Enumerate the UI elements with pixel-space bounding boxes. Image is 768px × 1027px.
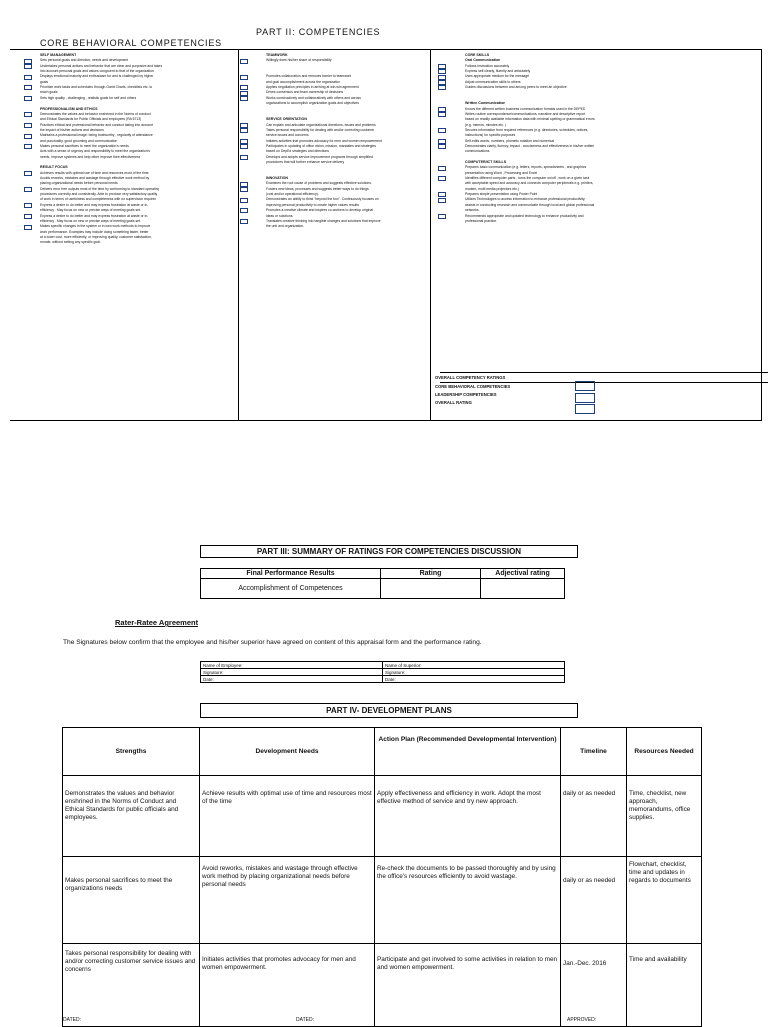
superior-name-field[interactable]: Name of Superior: (383, 662, 565, 669)
competency-text: based on readily available information data with minimal spelling or grammatical errors (465, 117, 595, 122)
competency-checkbox[interactable] (24, 214, 32, 219)
dev-cell[interactable]: Participate and get involved to some activities in relation to men and women empowerment. (375, 944, 561, 1027)
competency-checkbox[interactable] (438, 75, 446, 80)
competency-section-title: COMPUTER/ICT SKILLS (465, 160, 507, 164)
competency-text: Takes personal responsibility for dealing with and/or correcting customer (266, 127, 375, 132)
competency-checkbox[interactable] (24, 85, 32, 90)
dev-cell[interactable]: Avoid reworks, mistakes and wastage through effective work method by placing organizational needs before personal needs (200, 857, 375, 944)
competency-checkbox[interactable] (240, 208, 248, 213)
competency-text: Undertakes personal actions and behavior that are clear and purposive and takes (40, 63, 163, 68)
dev-cell[interactable]: Makes personal sacrifices to meet the organizations needs (63, 857, 200, 944)
competency-checkbox[interactable] (240, 96, 248, 101)
competency-checkbox[interactable] (438, 69, 446, 74)
dev-header-strengths: Strengths (63, 728, 200, 776)
agreement-text: The Signatures below confirm that the employee and his/her superior have agreed on content of this appraisal form and the performance rating. (63, 639, 482, 646)
employee-date-field[interactable]: Date: (201, 676, 383, 683)
competency-checkbox[interactable] (240, 85, 248, 90)
competency-text: Uses appropriate medium for the message (465, 74, 530, 79)
competency-text: goals (40, 79, 49, 84)
competency-text: assists in conducting research and communicate through local and global professional (465, 202, 595, 207)
ratings-table (200, 568, 565, 599)
competency-checkbox[interactable] (240, 75, 248, 80)
competency-text: (e.g. memos, minutes etc. ) (465, 122, 507, 127)
competency-text: Recommends appropriate and updated technology to enhance productivity and (465, 213, 584, 218)
competency-text: needs, improve systems and help other improve their effectiveness (40, 154, 141, 159)
competency-checkbox[interactable] (24, 112, 32, 117)
competency-checkbox[interactable] (240, 219, 248, 224)
competency-text: Avoids reworks, mistakes and wastage through effective work method by (40, 176, 150, 181)
competency-text: networks. (465, 208, 480, 213)
competency-text: Express a desire to do better and may express frustration at waste or in- (40, 202, 149, 207)
competency-checkbox[interactable] (24, 203, 32, 208)
table-row (63, 857, 702, 944)
competency-checkbox[interactable] (24, 187, 32, 192)
dev-cell[interactable]: daily or as needed (561, 776, 627, 857)
adjectival-input-cell[interactable] (481, 579, 565, 599)
overall-rating-box[interactable] (575, 393, 595, 403)
competency-text: Demonstrates an ability to think "beyond the box". Continuously focuses on (266, 197, 379, 202)
competency-text: Guides discussions between and among peers to meet an objective (465, 85, 567, 90)
competency-text: Delivers error free outputs most of the time by conforming to standard operating (40, 186, 160, 191)
competency-text: organizations to accomplish organization goals and objectives (266, 101, 359, 106)
competency-text: Examines the root cause of problems and suggests effective solutions. (266, 181, 372, 186)
competency-text: communications (465, 149, 490, 154)
competency-text: Express self clearly, fluently and articulately (465, 69, 531, 74)
competency-text: Sets high quality , challenging , realistic goals for self and others (40, 95, 137, 100)
competency-text: the impact of his/her actions and decisions (40, 127, 104, 132)
competency-text: and goal accomplishment across the organization (266, 79, 341, 84)
dev-cell[interactable]: Jan.-Dec. 2016 (561, 944, 627, 1027)
competency-text: Self-edits words, numbers, phonetic notation and numerical (465, 138, 555, 143)
competency-text: at a lower cost, more efficiently, or improving quality, customer satisfaction, (40, 234, 152, 239)
competency-checkbox[interactable] (240, 198, 248, 203)
competency-text: Makes personal sacrifices to meet the organization's needs (40, 143, 129, 148)
competency-checkbox[interactable] (438, 192, 446, 197)
competency-checkbox[interactable] (438, 166, 446, 171)
competency-text: Translates creative thinking into tangible changes and solutions that improve (266, 218, 381, 223)
competency-checkbox[interactable] (438, 128, 446, 133)
dev-cell[interactable]: Time and availability (627, 944, 702, 1027)
competency-checkbox[interactable] (438, 64, 446, 69)
part4-title: PART IV- DEVELOPMENT PLANS (200, 703, 578, 718)
ratings-header: Final Performance Results (201, 569, 381, 579)
competency-section-title: Oral Communication (465, 58, 501, 63)
column-divider (430, 50, 431, 420)
competency-checkbox[interactable] (24, 134, 32, 139)
footer-approved: APPROVED: (567, 1017, 597, 1023)
competency-text: improving personal productivity to create higher values results (266, 202, 359, 207)
signature-table (200, 661, 565, 683)
overall-row-core: CORE BEHAVIORAL COMPETENCIES (435, 384, 511, 389)
dev-cell[interactable]: Demonstrates the values and behavior enshrined in the Norms of Conduct and Ethical Standards for public officials and employees. (63, 776, 200, 857)
competency-checkbox[interactable] (438, 107, 446, 112)
footer-dated: DATED: (296, 1017, 314, 1023)
competency-text: Promotes a creative climate and inspires co-workers to develop original (266, 208, 374, 213)
competency-text: presentation using Word , Processing and Excel (465, 170, 538, 175)
competency-checkbox[interactable] (24, 96, 32, 101)
competency-text: efficiency . May focus on new or precise ways of meeting goals set. (40, 218, 141, 223)
competency-text: Maintains a professional image: being trustworthy , regularity of attendance (40, 133, 153, 138)
competency-text: efficiency . May focus on new or precise ways of meeting goals set. (40, 208, 141, 213)
competency-checkbox[interactable] (438, 139, 446, 144)
competency-text: professional practice. (465, 218, 498, 223)
competency-section-title: Written Communication (465, 101, 506, 106)
competency-checkbox[interactable] (438, 112, 446, 117)
competency-text: work performance. Examples may include doing something faster, better (40, 229, 149, 234)
competency-checkbox[interactable] (24, 144, 32, 149)
competency-text: Acts with a sense of urgency and responsibility to meet the organization's (40, 149, 150, 154)
superior-signature-field[interactable]: Signature: (383, 669, 565, 676)
competency-checkbox[interactable] (240, 59, 248, 64)
competency-text: Works constructively and collaboratively with others and across (266, 95, 361, 100)
dev-header-resources: Resources Needed (627, 728, 702, 776)
superior-date-field[interactable]: Date: (383, 676, 565, 683)
overall-rating-box[interactable] (575, 381, 595, 391)
competency-checkbox[interactable] (240, 187, 248, 192)
competency-text: Adjust communication skills to others (465, 79, 521, 84)
competency-text: with acceptable speed and accuracy and connects computer peripherals e.g. printers, (465, 181, 594, 186)
competency-checkbox[interactable] (240, 123, 248, 128)
dev-cell[interactable]: daily or as needed (561, 857, 627, 944)
overall-divider (440, 382, 768, 383)
ratings-header: Rating (381, 569, 481, 579)
competency-text: reach goals (40, 90, 58, 95)
dev-cell[interactable]: Time, checklist, new approach, memorandums, office supplies. (627, 776, 702, 857)
competency-text: and punctuality, good grooming and communication (40, 138, 118, 143)
competency-text: Initiates activities that promotes advocacy for men and women empowerment (266, 138, 382, 143)
competency-text: the unit and organization. (266, 224, 305, 229)
competency-text: Demonstrates clarity, fluency, impact , conciseness and effectiveness in his/her written (465, 143, 595, 148)
competency-text: Secures information from required references (e.g. directories, schedules, notices, (465, 127, 589, 132)
competency-text: Writes routine correspondence/communications, narrative and descriptive report (465, 111, 586, 116)
competency-text: of work in terms of usefulness and completeness with no supervision required (40, 197, 157, 202)
competency-checkbox[interactable] (24, 64, 32, 69)
competency-checkbox[interactable] (438, 176, 446, 181)
employee-signature-field[interactable]: Signature: (201, 669, 383, 676)
competency-section-title: CORE SKILLS (465, 53, 490, 57)
competency-text: procedures that will further enhance service delivery (266, 160, 345, 164)
competency-checkbox[interactable] (240, 182, 248, 187)
competency-text: Applies negotiation principles in arriving at win-win agreement (266, 85, 359, 90)
part2-subtitle: CORE BEHAVIORAL COMPETENCIES (40, 38, 222, 48)
competency-checkbox[interactable] (240, 144, 248, 149)
rating-input-cell[interactable] (381, 579, 481, 599)
column-divider (238, 50, 239, 420)
competency-text: Willingly does his/her share of responsibility (266, 58, 332, 63)
competency-text: Can explain and articulate organizational directions, issues and problems (266, 122, 376, 127)
competency-text: procedures correctly and consistently. Able to produce very satisfactory quality (40, 192, 158, 197)
competency-checkbox[interactable] (240, 155, 248, 160)
overall-rating-box[interactable] (575, 404, 595, 414)
ratings-cell: Accomplishment of Competences (201, 579, 381, 599)
competency-text: modem, multi media projectors etc.) (465, 186, 519, 191)
competency-text: service issues and concerns (266, 133, 309, 138)
competency-checkbox[interactable] (240, 139, 248, 144)
employee-name-field[interactable]: Name of Employee: (201, 662, 383, 669)
competency-text: Practices ethical and professional behavior and conduct taking into account (40, 122, 154, 127)
dev-cell[interactable]: Initiates activities that promotes advocacy for men and women empowerment. (200, 944, 375, 1027)
competency-section-title: SERVICE ORIENTATION (266, 117, 307, 122)
table-row (63, 776, 702, 857)
competency-checkbox[interactable] (438, 85, 446, 90)
part2-title: PART II: COMPETENCIES (256, 27, 381, 37)
overall-header: OVERALL COMPETENCY RATINGS (435, 375, 506, 380)
competency-text: Prioritize work tasks and schedules through Gantt Charts, checklists etc. to (40, 85, 153, 90)
competency-text: Makes specific changes in the system or in own work methods to improve (40, 224, 151, 229)
dev-cell[interactable]: Re-check the documents to be passed thoroughly and by using the office's resources efficiently to avoid wastage. (375, 857, 561, 944)
dev-cell[interactable]: Achieve results with optimal use of time and resources most of the time (200, 776, 375, 857)
competency-text: Promotes collaboration and removes barrier to teamwork (266, 74, 352, 79)
competency-checkbox[interactable] (438, 80, 446, 85)
competency-text: into account personal goals and values congruent to that of the organization (40, 69, 154, 74)
competency-section-title: RESULT FOCUS (40, 165, 68, 170)
competency-text: instructions) for specific purposes (465, 133, 516, 138)
competency-text: Express a desire to do better and may express frustration at waste or in- (40, 213, 149, 218)
competency-checkbox[interactable] (24, 171, 32, 176)
competency-checkbox[interactable] (240, 91, 248, 96)
competency-text: Identifies different computer parts , turns the computer on/off , work on a given task (465, 176, 590, 181)
competency-text: Knows the different written business communication formats used in the DEPED (465, 106, 586, 111)
competency-checkbox[interactable] (438, 144, 446, 149)
dev-header-action: Action Plan (Recommended Developmental Intervention) (375, 728, 561, 776)
dev-cell[interactable]: Takes personal responsibility for dealing with and/or correcting customer service issues and concerns (63, 944, 200, 1027)
ratings-header: Adjectival rating (481, 569, 565, 579)
competency-section-title: INNOVATION (266, 176, 289, 181)
footer-dated: DATED: (63, 1017, 81, 1023)
competency-text: morale, without setting any specific goal. (40, 240, 101, 245)
dev-cell[interactable]: Flowchart, checklist, time and updates in regards to documents (627, 857, 702, 944)
competency-checkbox[interactable] (438, 198, 446, 203)
competency-text: ideas or solutions. (266, 213, 294, 218)
competency-text: Achieves results with optimal use of time and resources most of the time. (40, 170, 150, 175)
competency-section-title: SELF MANAGEMENT (40, 53, 77, 57)
competency-text: Demonstrates the values and behavior enshrined in the Norms of conduct (40, 111, 151, 116)
overall-row-leadership: LEADERSHIP COMPETENCIES (435, 392, 497, 397)
competency-checkbox[interactable] (24, 225, 32, 230)
competency-text: Fosters new ideas, processes and suggests better ways to do things (266, 186, 369, 191)
competency-text: and Ethical Standards for Public Officials and employees (RA 6713) (40, 117, 142, 122)
competency-text: Prepares basic communication (e.g. letters, reports, spreadsheets , and graphics (465, 165, 587, 170)
competency-text: Sets personal goals and direction, needs and development (40, 58, 129, 63)
agreement-title: Rater-Ratee Agreement (115, 618, 199, 627)
dev-cell[interactable]: Apply effectiveness and efficiency in work. Adopt the most effective method of service and try new approach. (375, 776, 561, 857)
competency-checkbox[interactable] (24, 123, 32, 128)
competency-section-title: TEAMWORK (266, 53, 288, 57)
overall-row-rating: OVERALL RATING (435, 400, 472, 405)
competency-text: Follows instruction accurately (465, 63, 510, 68)
competency-text: Displays emotional maturity and enthusiasm for and is challenged by higher (40, 74, 154, 79)
competency-text: placing organizational needs before personal needs (40, 181, 118, 186)
competency-text: based on DepEd strategies and directions (266, 149, 329, 154)
competency-text: Participates in updating of office vision, mission, mandates and strategies (266, 143, 377, 148)
competency-text: Prepares simple presentation using Power Point (465, 192, 538, 197)
part3-title: PART III: SUMMARY OF RATINGS FOR COMPETENCIES DISCUSSION (200, 545, 578, 558)
competency-checkbox[interactable] (438, 214, 446, 219)
dev-header-timeline: Timeline (561, 728, 627, 776)
competency-text: Drives consensus and team ownership of decisions (266, 90, 344, 95)
competency-checkbox[interactable] (24, 59, 32, 64)
competency-text: (cost and/or operational efficiency). (266, 192, 319, 197)
overall-divider (440, 372, 768, 373)
dev-header-needs: Development Needs (200, 728, 375, 776)
competency-section-title: PROFESSIONALISM AND ETHICS (40, 106, 98, 111)
competencies-box (10, 49, 762, 421)
competency-checkbox[interactable] (24, 75, 32, 80)
table-row (63, 944, 702, 1027)
competency-text: Develops and adopts service improvement programs through simplified (266, 154, 373, 159)
development-plan-table (62, 727, 702, 1027)
competency-checkbox[interactable] (240, 128, 248, 133)
competency-text: Utilizes Technologies to access information to enhance professional productivity, (465, 197, 586, 202)
